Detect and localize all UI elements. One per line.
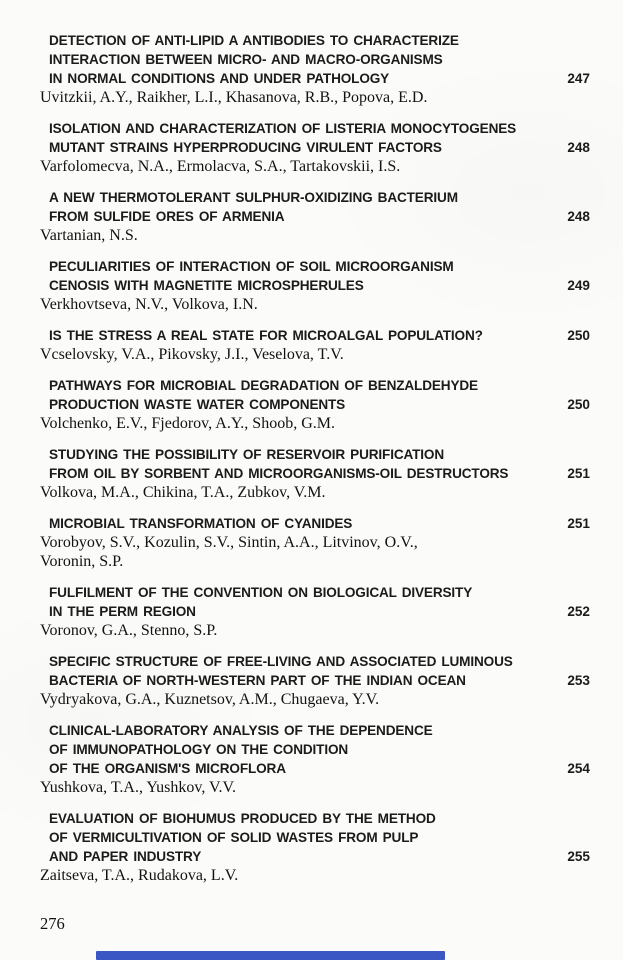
entry-page-number: 248 xyxy=(567,140,590,155)
entry-title-row xyxy=(40,721,590,778)
entry-title xyxy=(49,652,532,690)
entry-title-row xyxy=(40,445,590,483)
title-line: A NEW THERMOTOLERANT SULPHUR-OXIDIZING BACTERIUM xyxy=(49,190,458,205)
title-line: PRODUCTION WASTE WATER COMPONENTS xyxy=(49,397,346,412)
entry-page-number: 247 xyxy=(567,71,590,86)
entry-page-number: 250 xyxy=(567,397,590,412)
toc-entry xyxy=(40,119,590,176)
title-line: PECULIARITIES OF INTERACTION OF SOIL MICROORGANISM xyxy=(49,259,454,274)
toc-entry xyxy=(40,326,590,364)
title-line: FROM OIL BY SORBENT AND MICROORGANISMS-OIL DESTRUCTORS xyxy=(49,466,509,481)
title-line: DETECTION OF ANTI-LIPID A ANTIBODIES TO CHARACTERIZE xyxy=(49,33,459,48)
entry-authors xyxy=(40,483,590,502)
entry-title xyxy=(49,31,532,88)
title-line: OF THE ORGANISM'S MICROFLORA xyxy=(49,761,286,776)
entry-authors xyxy=(40,345,590,364)
toc-entry xyxy=(40,514,590,571)
title-line: MICROBIAL TRANSFORMATION OF CYANIDES xyxy=(49,516,353,531)
entry-authors xyxy=(40,866,590,885)
toc-entry xyxy=(40,721,590,797)
title-line: MUTANT STRAINS HYPERPRODUCING VIRULENT FACTORS xyxy=(49,140,442,155)
author-line: Volkova, M.A., Chikina, T.A., Zubkov, V.M. xyxy=(40,484,326,501)
title-line: CENOSIS WITH MAGNETITE MICROSPHERULES xyxy=(49,278,364,293)
title-line: EVALUATION OF BIOHUMUS PRODUCED BY THE METHOD xyxy=(49,811,436,826)
entry-page-number: 249 xyxy=(567,278,590,293)
title-line: IN NORMAL CONDITIONS AND UNDER PATHOLOGY xyxy=(49,71,390,86)
entry-title-row xyxy=(40,119,590,157)
title-line: IS THE STRESS A REAL STATE FOR MICROALGAL POPULATION? xyxy=(49,328,483,343)
title-line: OF VERMICULTIVATION OF SOLID WASTES FROM PULP xyxy=(49,830,419,845)
entry-title xyxy=(49,326,532,345)
title-line: ISOLATION AND CHARACTERIZATION OF LISTERIA MONOCYTOGENES xyxy=(49,121,517,136)
entry-authors xyxy=(40,88,590,107)
title-line: AND PAPER INDUSTRY xyxy=(49,849,202,864)
entry-title xyxy=(49,809,532,866)
entry-title xyxy=(49,583,532,621)
entry-title-row xyxy=(40,188,590,226)
title-line: OF IMMUNOPATHOLOGY ON THE CONDITION xyxy=(49,742,349,757)
toc-entry xyxy=(40,809,590,885)
entry-title-row xyxy=(40,583,590,621)
entry-title-row xyxy=(40,376,590,414)
title-line: BACTERIA OF NORTH-WESTERN PART OF THE INDIAN OCEAN xyxy=(49,673,466,688)
entry-title-row xyxy=(40,31,590,88)
entry-authors xyxy=(40,157,590,176)
entry-page-number: 254 xyxy=(567,761,590,776)
bottom-blue-bar xyxy=(96,951,445,960)
author-line: Vcselovsky, V.A., Pikovsky, J.I., Veselova, T.V. xyxy=(40,346,344,363)
entry-authors xyxy=(40,690,590,709)
title-line: STUDYING THE POSSIBILITY OF RESERVOIR PURIFICATION xyxy=(49,447,445,462)
entry-title xyxy=(49,257,532,295)
title-line: SPECIFIC STRUCTURE OF FREE-LIVING AND ASSOCIATED LUMINOUS xyxy=(49,654,513,669)
entry-page-number: 251 xyxy=(567,516,590,531)
entry-title xyxy=(49,445,532,483)
author-line: Uvitzkii, A.Y., Raikher, L.I., Khasanova, R.B., Popova, E.D. xyxy=(40,89,428,106)
author-line: Zaitseva, T.A., Rudakova, L.V. xyxy=(40,867,239,884)
entry-title xyxy=(49,376,532,414)
author-line: Voronov, G.A., Stenno, S.P. xyxy=(40,622,218,639)
entry-page-number: 255 xyxy=(567,849,590,864)
author-line: Voronin, S.P. xyxy=(40,553,124,570)
title-line: PATHWAYS FOR MICROBIAL DEGRADATION OF BENZALDEHYDE xyxy=(49,378,478,393)
entry-authors xyxy=(40,295,590,314)
entry-authors xyxy=(40,778,590,797)
entry-title-row xyxy=(40,514,590,533)
title-line: IN THE PERM REGION xyxy=(49,604,196,619)
toc-entry xyxy=(40,188,590,245)
entry-title-row xyxy=(40,326,590,345)
entry-page-number: 248 xyxy=(567,209,590,224)
author-line: Varfolomecva, N.A., Ermolacva, S.A., Tartakovskii, I.S. xyxy=(40,158,401,175)
title-line: CLINICAL-LABORATORY ANALYSIS OF THE DEPENDENCE xyxy=(49,723,433,738)
author-line: Vartanian, N.S. xyxy=(40,227,138,244)
title-line: INTERACTION BETWEEN MICRO- AND MACRO-ORGANISMS xyxy=(49,52,443,67)
author-line: Vydryakova, G.A., Kuznetsov, A.M., Chugaeva, Y.V. xyxy=(40,691,380,708)
entry-title xyxy=(49,119,532,157)
entry-page-number: 252 xyxy=(567,604,590,619)
toc-entry xyxy=(40,31,590,107)
entry-authors xyxy=(40,533,590,571)
entry-title xyxy=(49,514,532,533)
toc-entry xyxy=(40,583,590,640)
author-line: Volchenko, E.V., Fjedorov, A.Y., Shoob, G.M. xyxy=(40,415,335,432)
author-line: Verkhovtseva, N.V., Volkova, I.N. xyxy=(40,296,258,313)
entry-authors xyxy=(40,226,590,245)
entry-title-row xyxy=(40,652,590,690)
title-line: FROM SULFIDE ORES OF ARMENIA xyxy=(49,209,285,224)
entry-page-number: 250 xyxy=(567,328,590,343)
toc-list xyxy=(40,31,590,885)
footer-page-number: 276 xyxy=(40,914,65,933)
toc-entry xyxy=(40,257,590,314)
author-line: Yushkova, T.A., Yushkov, V.V. xyxy=(40,779,237,796)
entry-title xyxy=(49,721,532,778)
entry-page-number: 251 xyxy=(567,466,590,481)
entry-title-row xyxy=(40,257,590,295)
toc-entry xyxy=(40,376,590,433)
author-line: Vorobyov, S.V., Kozulin, S.V., Sintin, A.A., Litvinov, O.V., xyxy=(40,534,418,551)
toc-entry xyxy=(40,652,590,709)
entry-authors xyxy=(40,621,590,640)
entry-title xyxy=(49,188,532,226)
entry-authors xyxy=(40,414,590,433)
entry-title-row xyxy=(40,809,590,866)
entry-page-number: 253 xyxy=(567,673,590,688)
title-line: FULFILMENT OF THE CONVENTION ON BIOLOGICAL DIVERSITY xyxy=(49,585,473,600)
toc-entry xyxy=(40,445,590,502)
